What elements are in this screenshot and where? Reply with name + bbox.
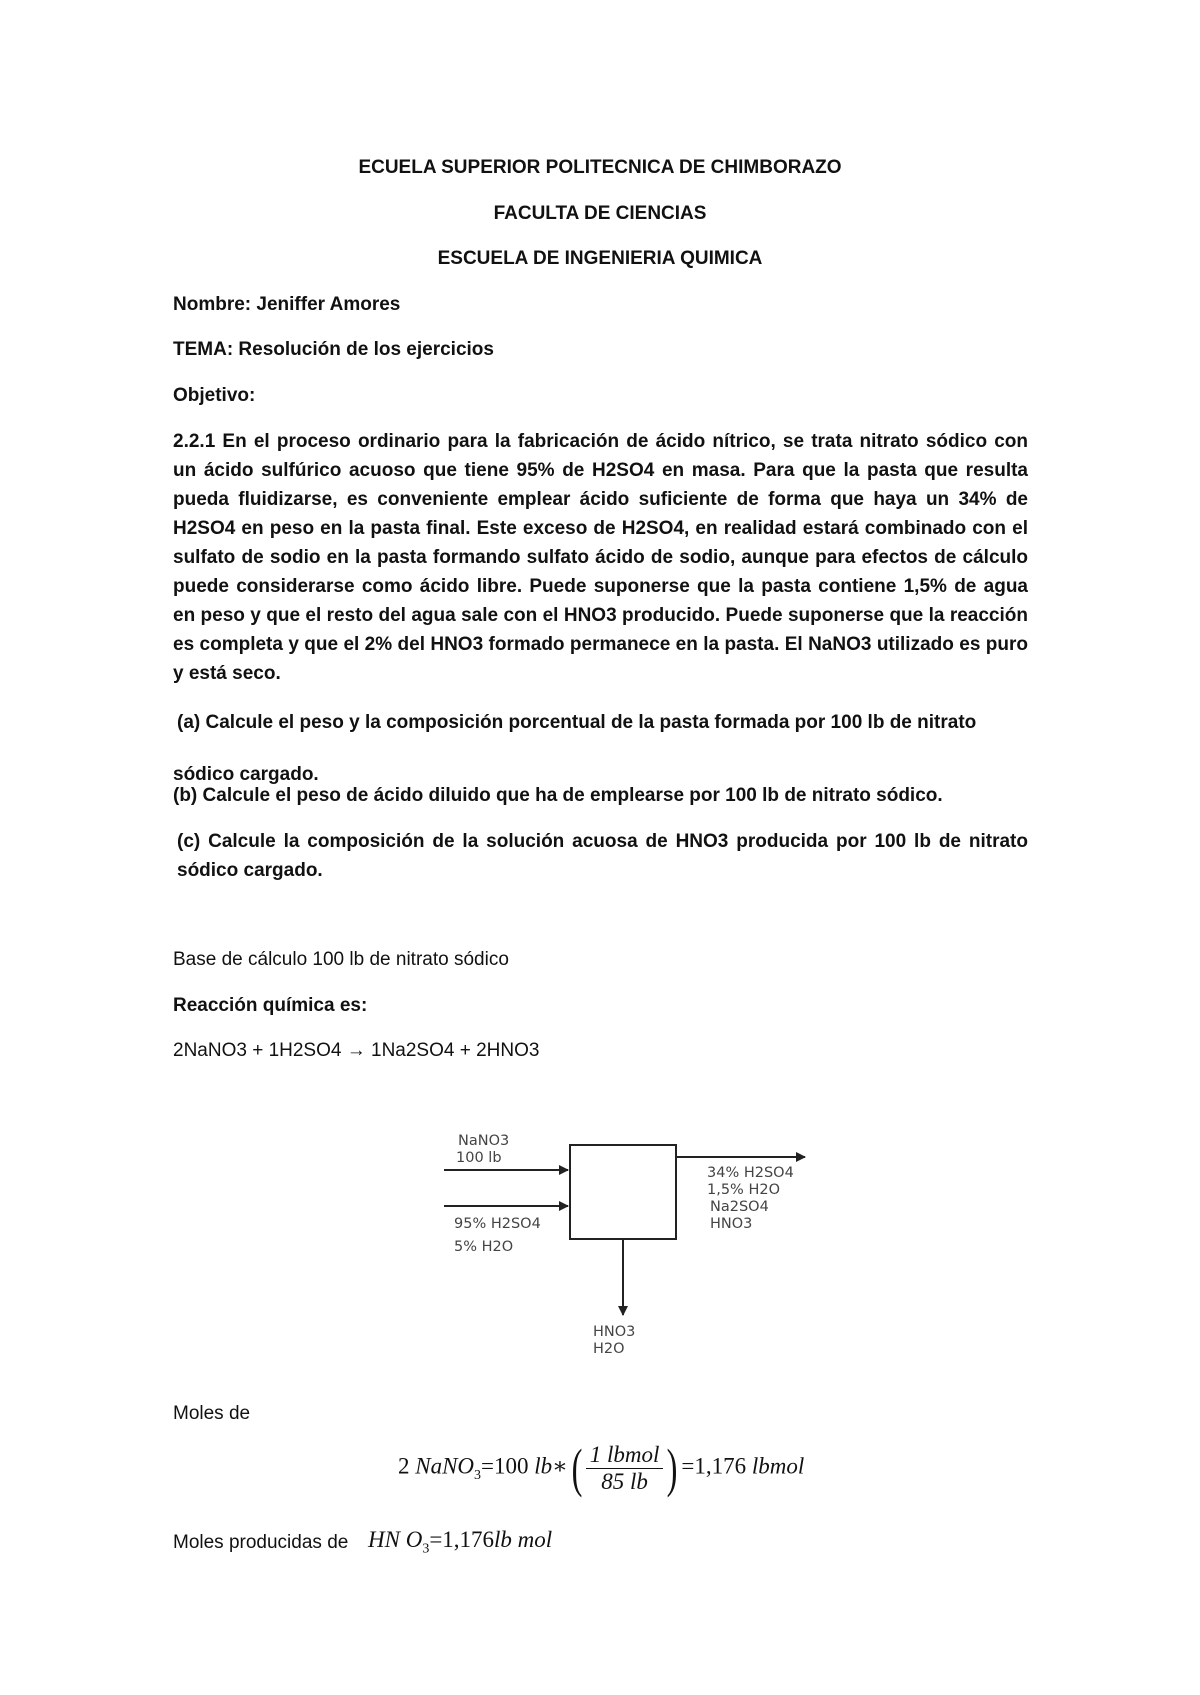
eq2-equals: =1,176 (429, 1527, 495, 1552)
out1-line4: HNO3 (710, 1216, 753, 1232)
objective-label: Objetivo: (173, 385, 256, 406)
right-paren: ) (667, 1438, 678, 1498)
eq2-unit: lb mol (494, 1527, 553, 1552)
eq1-equals1: =100 (481, 1453, 529, 1479)
basis-text: Base de cálculo 100 lb de nitrato sódico (173, 949, 509, 970)
school-name: ECUELA SUPERIOR POLITECNICA DE CHIMBORAZO (358, 157, 842, 178)
problem-statement: 2.2.1 En el proceso ordinario para la fabricación de ácido nítrico, se trata nitrato sódico con un ácido sulfúrico acuoso que tiene 95% de H2SO4 en masa. Para que la pasta que resulta pueda fluidizarse, es conveniente emplear ácido suficiente de forma que haya un 34% de H2SO4 en peso en la pasta final. Este exceso de H2SO4, en realidad estará combinado con el sulfato de sodio en la pasta formando sulfato ácido de sodio, aunque para efectos de cálculo puede considerarse como ácido libre. Puede suponerse que la pasta contiene 1,5% de agua en peso y que el resto del agua sale con el HNO3 producido. Puede suponerse que la reacción es completa y que el 2% del HNO3 formado permanece en la pasta. El NaNO3 utilizado es puro y está seco. (173, 431, 1028, 684)
part-a-line1: (a) Calcule el peso y la composición porcentual de la pasta formada por 100 lb de nitrato (177, 712, 977, 733)
process-flow-diagram (420, 1115, 820, 1370)
part-a-line2: sódico cargado. (173, 764, 319, 785)
student-name: Nombre: Jeniffer Amores (173, 294, 401, 315)
eq2-sub: 3 (422, 1541, 430, 1557)
eq1-coef: 2 (398, 1453, 410, 1479)
feed1-line1: NaNO3 (458, 1133, 510, 1149)
moles-label: Moles de (173, 1403, 251, 1424)
left-paren: ( (571, 1438, 583, 1498)
part-c: (c) Calcule la composición de la solución acuosa de HNO3 producida por 100 lb de nitrato sódico cargado. (177, 831, 1028, 881)
topic: TEMA: Resolución de los ejercicios (173, 339, 494, 360)
out1-line2: 1,5% H2O (707, 1182, 780, 1198)
feed2-line1: 95% H2SO4 (454, 1216, 541, 1232)
equation-moles-nano3 (398, 1438, 805, 1498)
produced-label: Moles producidas de (173, 1532, 349, 1553)
out2-line1: HNO3 (593, 1324, 636, 1340)
department-name: ESCUELA DE INGENIERIA QUIMICA (437, 248, 763, 269)
feed1-line2: 100 lb (456, 1150, 502, 1166)
reaction-label: Reacción química es: (173, 995, 368, 1016)
reactor-box (570, 1145, 676, 1239)
eq1-unit1: lb (534, 1453, 553, 1479)
eq1-unit2: lbmol (751, 1453, 805, 1479)
conversion-fraction (586, 1442, 664, 1495)
equation-moles-hno3 (368, 1527, 552, 1558)
eq1-equals2: =1,176 (681, 1453, 747, 1479)
eq1-sub: 3 (474, 1467, 482, 1483)
reaction-equation: 2NaNO3 + 1H2SO4 → 1Na2SO4 + 2HNO3 (173, 1040, 540, 1061)
out1-line1: 34% H2SO4 (707, 1165, 794, 1181)
eq1-species: NaNO (415, 1453, 475, 1479)
fraction-numerator: 1 lbmol (586, 1442, 664, 1469)
eq1-times: ∗ (552, 1453, 568, 1479)
out2-line2: H2O (593, 1341, 625, 1357)
eq2-species: HN O (368, 1527, 423, 1552)
out1-line3: Na2SO4 (710, 1199, 769, 1215)
feed2-line2: 5% H2O (454, 1239, 514, 1255)
part-b: (b) Calcule el peso de ácido diluido que ha de emplearse por 100 lb de nitrato sódico. (173, 785, 943, 806)
fraction-denominator: 85 lb (601, 1468, 648, 1494)
faculty-name: FACULTA DE CIENCIAS (493, 203, 707, 224)
